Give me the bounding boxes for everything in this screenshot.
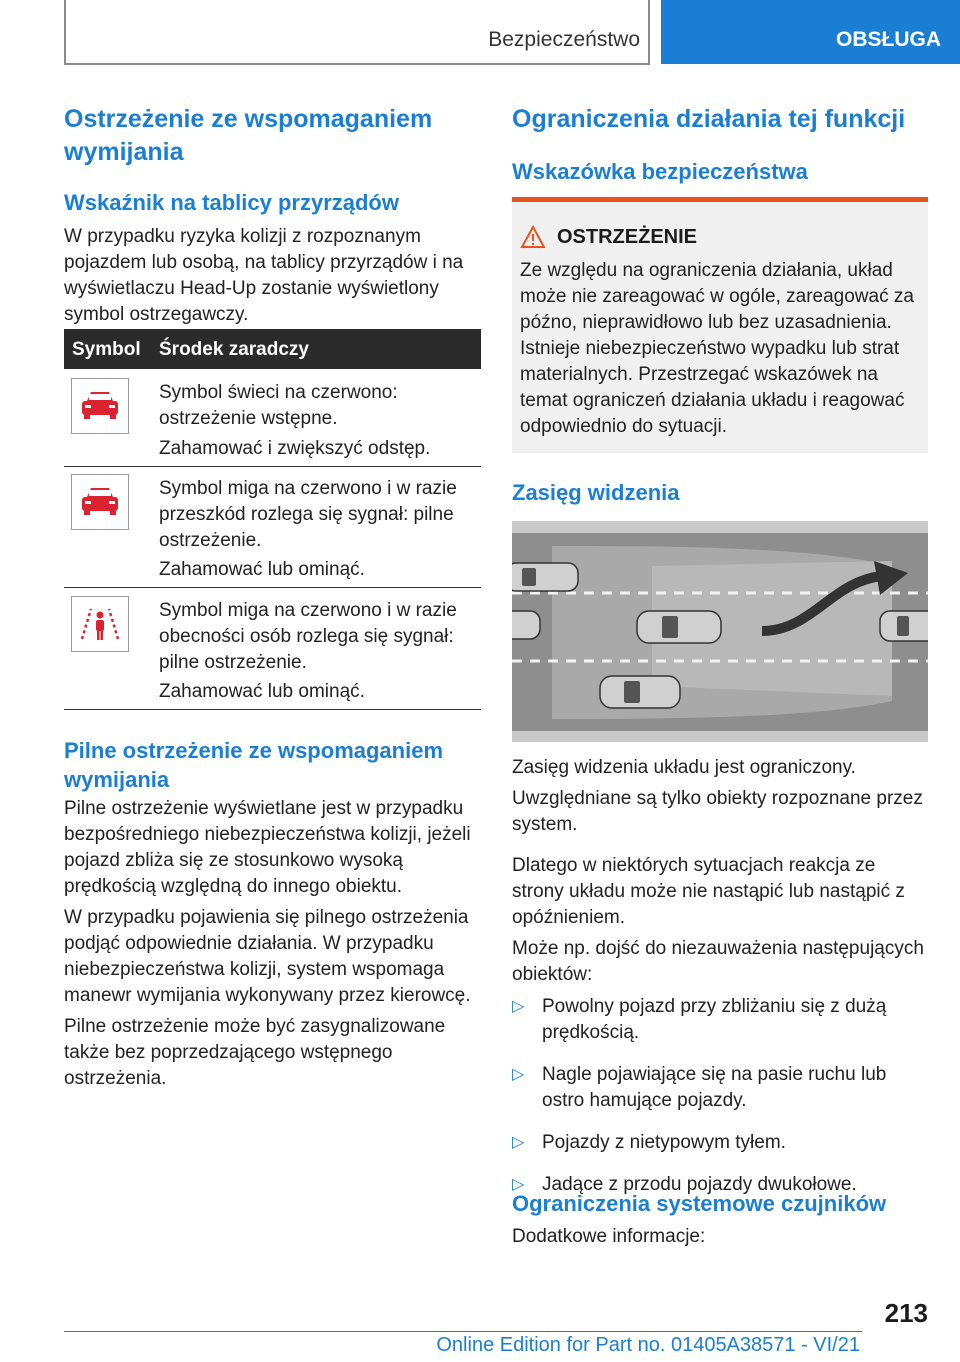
car-warning-icon (71, 474, 129, 530)
section-heading: Ostrzeżenie ze wspomaganiem wymijania (64, 105, 433, 166)
table-row-1-text: Symbol świeci na czerwono: ostrzeżenie wstępne. (159, 382, 398, 429)
table-row-divider (64, 587, 481, 588)
section-heading: Ograniczenia działania tej funkcji (512, 105, 906, 133)
table-row-3-text: Symbol miga na czerwono i w razie obecności osób rozlega się sygnał: pilne ostrzeżenie. (159, 600, 457, 673)
triangle-bullet-icon: ▷ (512, 998, 525, 1015)
subsection-heading: Wskazówka bezpieczeństwa (512, 159, 808, 184)
paragraph: Może np. dojść do niezauważenia następujących obiektów: (512, 938, 924, 985)
list-item: ▷ Pojazdy z nietypowym tyłem. (512, 1130, 928, 1156)
paragraph: W przypadku pojawienia się pilnego ostrzeżenia podjąć odpowiednie działania. W przypadku niebezpieczeństwa kolizji, system wspomaga manewr wymijania wykonywany przez kierowcę. (64, 907, 471, 1006)
paragraph: Pilne ostrzeżenie może być zasygnalizowane także bez poprzedzającego wstępnego ostrzeżenia. (64, 1016, 446, 1089)
table-row-1-action: Zahamować i zwiększyć odstęp. (159, 438, 431, 459)
triangle-bullet-icon: ▷ (512, 1066, 525, 1083)
warning-text: Ze względu na ograniczenia działania, układ może nie zareagować w ogóle, zareagować za późno, nieprawidłowo lub bez uzasadnienia. Istnieje niebezpieczeństwo wypadku lub strat materialnych. Przestrzegać wskazówek na temat ograniczeń działania układu i reagować odpowiednio do sytuacji. (520, 260, 914, 437)
header-rule-right (648, 0, 650, 64)
list-item: ▷ Nagle pojawiające się na pasie ruchu lub ostro hamujące pojazdy. (512, 1064, 887, 1111)
triangle-bullet-icon: ▷ (512, 1176, 525, 1193)
triangle-bullet-icon: ▷ (512, 1134, 525, 1151)
header-rule-left (64, 0, 66, 64)
footer-edition: Online Edition for Part no. 01405A38571 - VI/21 (436, 1334, 860, 1356)
paragraph: Pilne ostrzeżenie wyświetlane jest w przypadku bezpośredniego niebezpieczeństwa kolizji, jeżeli pojazd zbliża się ze stosunkowo wysoką prędkością względną do innego obiektu. (64, 798, 471, 897)
subsection-heading: Wskaźnik na tablicy przyrządów (64, 190, 399, 215)
subsection-heading: Zasięg widzenia (512, 480, 680, 505)
page-number: 213 (884, 1298, 928, 1328)
subsection-heading: Pilne ostrzeżenie ze wspomaganiem wymijania (64, 738, 444, 792)
detection-range-illustration (512, 521, 928, 742)
bullet-list (512, 994, 928, 1214)
footer-rule (64, 1331, 862, 1332)
table-row-3-action: Zahamować lub ominąć. (159, 681, 365, 702)
table-row-2-text: Symbol miga na czerwono i w razie przeszkód rozlega się sygnał: pilne ostrzeżenie. (159, 478, 457, 551)
paragraph: Dodatkowe informacje: (512, 1226, 706, 1247)
list-item: ▷ Jadące z przodu pojazdy dwukołowe. (512, 1172, 928, 1198)
pedestrian-warning-icon (71, 596, 129, 652)
table-col-remedy: Środek zaradczy (159, 339, 309, 360)
header-rule-bottom (64, 63, 650, 65)
list-item: ▷ Powolny pojazd przy zbliżaniu się z dużą prędkością. (512, 996, 887, 1043)
warning-title: OSTRZEŻENIE (557, 226, 698, 248)
paragraph: Zasięg widzenia układu jest ograniczony. (512, 757, 856, 778)
table-row-divider (64, 709, 481, 710)
paragraph: Dlatego w niektórych sytuacjach reakcja ze strony układu może nie nastąpić lub nastąpić z opóźnieniem. (512, 855, 905, 928)
car-warning-icon (71, 378, 129, 434)
header-tab-label: OBSŁUGA (836, 28, 941, 51)
table-header (64, 329, 481, 369)
intro-paragraph: W przypadku ryzyka kolizji z rozpoznanym pojazdem lub osobą, na tablicy przyrządów i na wyświetlaczu Head-Up zostanie wyświetlony symbol ostrzegawczy. (64, 226, 464, 325)
table-row-divider (64, 466, 481, 467)
table-row-2-action: Zahamować lub ominąć. (159, 559, 365, 580)
paragraph: Uwzględniane są tylko obiekty rozpoznane przez system. (512, 788, 923, 835)
table-col-symbol: Symbol (72, 339, 141, 360)
subsection-heading: Ograniczenia systemowe czujników (512, 1191, 887, 1216)
warning-triangle-icon (520, 225, 546, 249)
header-section-title: Bezpieczeństwo (488, 28, 640, 51)
